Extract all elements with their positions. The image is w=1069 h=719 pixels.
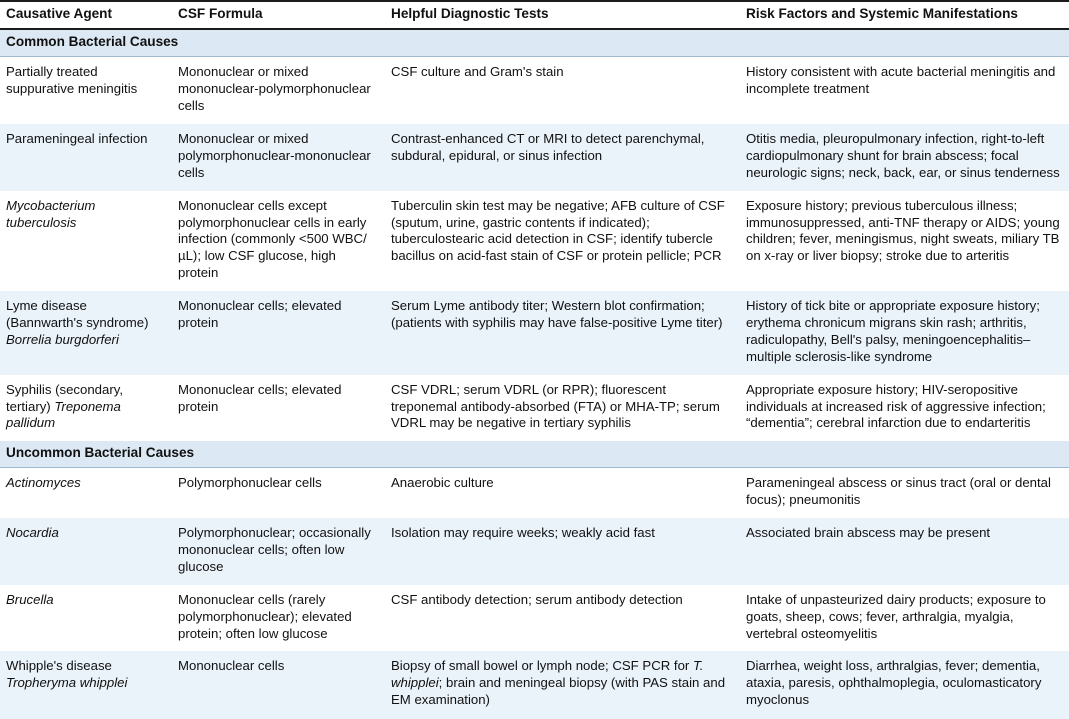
cell-tests: Tuberculin skin test may be negative; AFB culture of CSF (sputum, urine, gastric contents if indicated); tuberculostearic acid detection in CSF; identify tubercle bacillus on acid-fast stain of CSF or protein pellicle; PCR — [385, 191, 740, 291]
agent-name-italic: Actinomyces — [6, 475, 81, 491]
agent-name: Syphilis (secondary, tertiary) — [6, 381, 124, 414]
table-row — [0, 518, 1069, 585]
section-title-common-bacterial: Common Bacterial Causes — [0, 29, 1069, 56]
cell-risk: Parameningeal abscess or sinus tract (oral or dental focus); pneumonitis — [740, 468, 1069, 518]
cell-tests: Contrast-enhanced CT or MRI to detect parenchymal, subdural, epidural, or sinus infection — [385, 124, 740, 191]
cell-risk: Diarrhea, weight loss, arthralgias, fever; dementia, ataxia, paresis, ophthalmoplegia, oculomasticatory myoclonus — [740, 651, 1069, 719]
cell-csf: Mononuclear cells except polymorphonuclear cells in early infection (commonly <500 WBC/µL); low CSF glucose, high protein — [172, 191, 385, 291]
cell-agent — [0, 57, 172, 124]
cell-tests: Isolation may require weeks; weakly acid fast — [385, 518, 740, 585]
cell-agent — [0, 468, 172, 518]
table-row — [0, 124, 1069, 191]
cell-csf: Mononuclear or mixed mononuclear-polymorphonuclear cells — [172, 57, 385, 124]
agent-name-italic: Borrelia burgdorferi — [6, 331, 119, 347]
cell-tests: CSF VDRL; serum VDRL (or RPR); fluorescent treponemal antibody-absorbed (FTA) or MHA-TP; serum VDRL may be negative in tertiary syphilis — [385, 375, 740, 442]
cell-agent — [0, 291, 172, 375]
section-header-row — [0, 29, 1069, 56]
tests-part-3: ; brain and meningeal biopsy (with PAS stain and EM examination) — [391, 675, 726, 708]
cell-csf: Mononuclear or mixed polymorphonuclear-mononuclear cells — [172, 124, 385, 191]
column-header-csf-formula: CSF Formula — [172, 1, 385, 29]
agent-name-italic: Tropheryma whipplei — [6, 675, 128, 691]
column-header-causative-agent: Causative Agent — [0, 1, 172, 29]
section-header-row — [0, 441, 1069, 467]
cell-agent — [0, 651, 172, 719]
cell-csf: Mononuclear cells; elevated protein — [172, 375, 385, 442]
agent-name-italic: Brucella — [6, 591, 54, 607]
table-row — [0, 291, 1069, 375]
cell-risk: History consistent with acute bacterial meningitis and incomplete treatment — [740, 57, 1069, 124]
cell-risk: Otitis media, pleuropulmonary infection, right-to-left cardiopulmonary shunt for brain abscess; focal neurologic signs; neck, back, ear, or sinus tenderness — [740, 124, 1069, 191]
agent-name: Parameningeal infection — [6, 130, 148, 146]
cell-agent — [0, 518, 172, 585]
agent-name: Partially treated suppurative meningitis — [6, 64, 138, 97]
agent-name: Lyme disease (Bannwarth's syndrome) — [6, 298, 149, 330]
cell-agent — [0, 191, 172, 291]
cell-agent — [0, 585, 172, 652]
cell-risk: Associated brain abscess may be present — [740, 518, 1069, 585]
agent-name-italic: Nocardia — [6, 525, 59, 541]
cell-risk: Exposure history; previous tuberculous illness; immunosuppressed, anti-TNF therapy or AIDS; young children; fever, meningismus, night sweats, miliary TB on x-ray or liver biopsy; stroke due to arteritis — [740, 191, 1069, 291]
table-row — [0, 585, 1069, 652]
column-header-risk-factors: Risk Factors and Systemic Manifestations — [740, 1, 1069, 29]
cell-csf: Mononuclear cells (rarely polymorphonuclear); elevated protein; often low glucose — [172, 585, 385, 652]
cell-tests: CSF culture and Gram's stain — [385, 57, 740, 124]
cell-tests — [385, 651, 740, 719]
table-row — [0, 57, 1069, 124]
table-row — [0, 191, 1069, 291]
table-header — [0, 1, 1069, 29]
cell-tests: Anaerobic culture — [385, 468, 740, 518]
agent-name-italic: Mycobacterium tuberculosis — [6, 197, 96, 230]
cell-risk: Appropriate exposure history; HIV-seropositive individuals at increased risk of aggressive infection; “dementia”; cerebral infarction due to endarteritis — [740, 375, 1069, 442]
cell-tests: Serum Lyme antibody titer; Western blot confirmation; (patients with syphilis may have false-positive Lyme titer) — [385, 291, 740, 375]
cell-csf: Mononuclear cells — [172, 651, 385, 719]
table-row — [0, 651, 1069, 719]
column-header-diagnostic-tests: Helpful Diagnostic Tests — [385, 1, 740, 29]
agent-name-italic: Treponema pallidum — [6, 398, 121, 431]
cell-risk: Intake of unpasteurized dairy products; exposure to goats, sheep, cows; fever, arthralgia, myalgia, vertebral osteomyelitis — [740, 585, 1069, 652]
table-body — [0, 29, 1069, 719]
cell-csf: Polymorphonuclear cells — [172, 468, 385, 518]
table-row — [0, 375, 1069, 442]
header-row — [0, 1, 1069, 29]
cell-csf: Mononuclear cells; elevated protein — [172, 291, 385, 375]
cell-csf: Polymorphonuclear; occasionally mononuclear cells; often low glucose — [172, 518, 385, 585]
cell-tests: CSF antibody detection; serum antibody detection — [385, 585, 740, 652]
cell-risk: History of tick bite or appropriate exposure history; erythema chronicum migrans skin rash; arthritis, radiculopathy, Bell's palsy, meningoencephalitis–multiple sclerosis-like syndrome — [740, 291, 1069, 375]
section-title-uncommon-bacterial: Uncommon Bacterial Causes — [0, 441, 1069, 467]
table-row — [0, 468, 1069, 518]
tests-part-2-italic: T. whipplei — [391, 658, 704, 691]
cell-agent — [0, 375, 172, 442]
agent-name: Whipple's disease — [6, 658, 112, 674]
tests-part-1: Biopsy of small bowel or lymph node; CSF PCR for — [391, 658, 693, 674]
cell-agent — [0, 124, 172, 191]
